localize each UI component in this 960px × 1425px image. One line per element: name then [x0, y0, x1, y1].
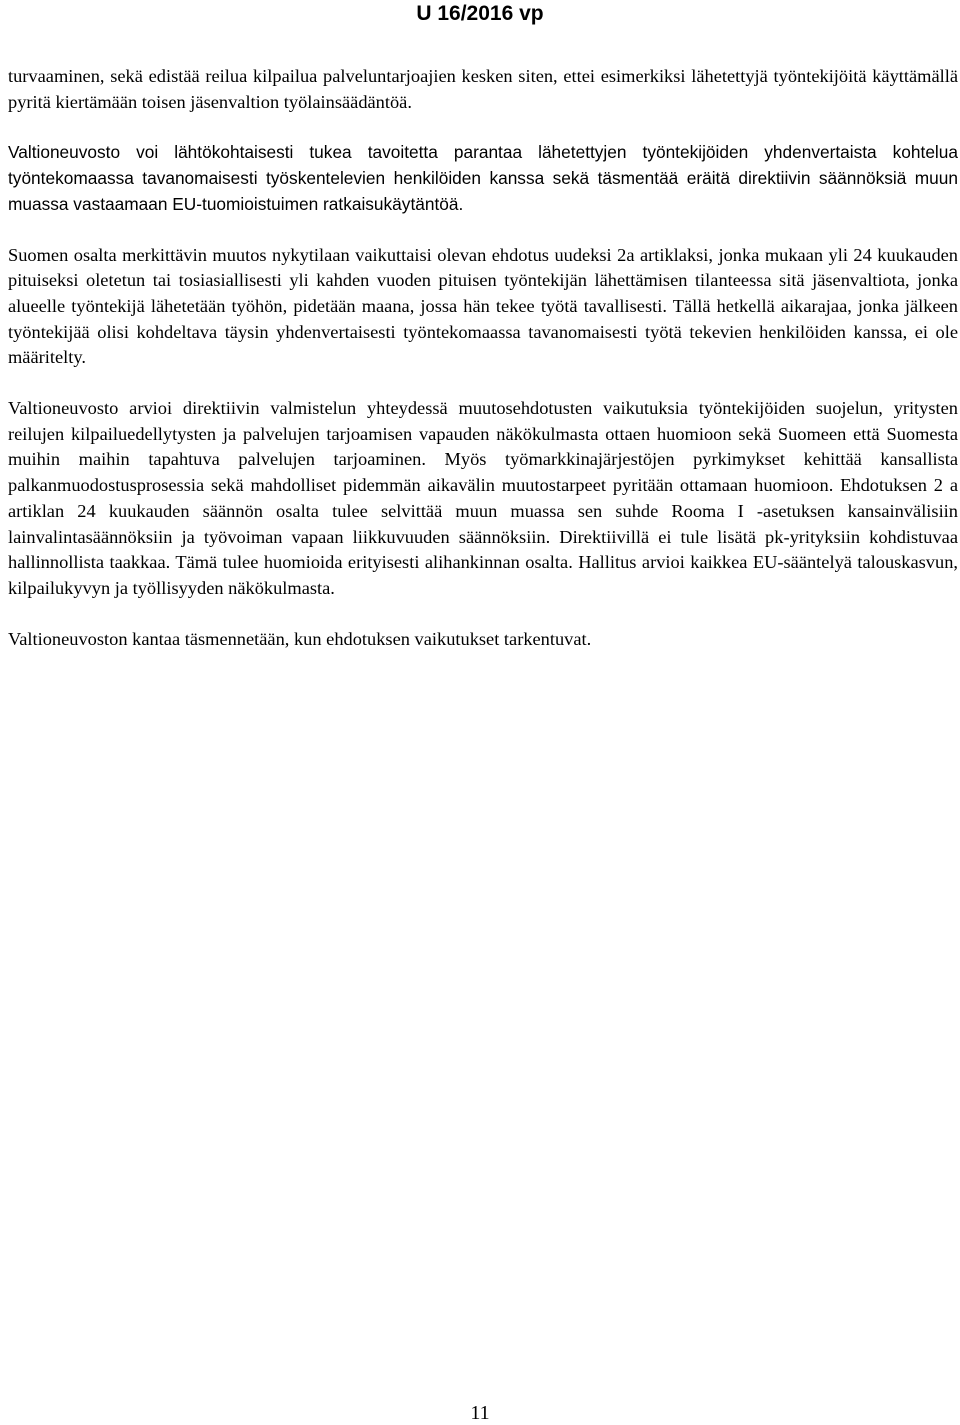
document-body — [8, 64, 958, 677]
paragraph-government-support — [8, 140, 958, 217]
paragraph-text: Valtioneuvoston kantaa täsmennetään, kun ehdotuksen vaikutukset tarkentuvat. — [8, 628, 592, 649]
document-title: U 16/2016 vp — [416, 2, 544, 25]
paragraph-continuation — [8, 64, 958, 115]
paragraph-text: Valtioneuvosto arvioi direktiivin valmistelun yhteydessä muutosehdotusten vaikutuksia työntekijöiden suojelun, yritysten reilujen kilpailuedellytysten ja palvelujen tarjoamisen vapauden näkökulmasta ottaen huomioon sekä Suomeen että Suomesta muihin maihin tapahtuva palvelujen tarjoaminen. Myös työmarkkinajärjestöjen pyrkimykset kehittää kansallista palkanmuodostusprosessia sekä mahdolliset pidemmän aikavälin muutostarpeet pyritään ottamaan huomioon. Ehdotuksen 2 a artiklan 24 kuukauden säännön osalta tulee selvittää muun muassa sen suhde Rooma I -asetuksen kansainvälisiin lainvalintasäännöksiin ja työvoiman vapaan liikkuvuuden säännöksiin. Direktiivillä ei tule lisätä pk-yrityksiin kohdistuvaa hallinnollista taakkaa. Tämä tulee huomioida erityisesti alihankinnan osalta. Hallitus arvioi kaikkea EU-sääntelyä talouskasvun, kilpailukyvyn ja työllisyyden näkökulmasta. — [8, 398, 958, 598]
paragraph-finland-change — [8, 243, 958, 372]
paragraph-government-assessment — [8, 396, 958, 602]
paragraph-position-refinement — [8, 627, 958, 653]
paragraph-text: Suomen osalta merkittävin muutos nykytilaan vaikuttaisi olevan ehdotus uudeksi 2a artiklaksi, jonka mukaan yli 24 kuukauden pituiseksi oletetun tai tosiasiallisesti yli kahden vuoden pituisen työntekijän lähettämisen tilanteessa sitä jäsenvaltiota, jonka alueelle työntekijä lähetetään työhön, pidetään maana, jossa hän tekee työtä tavallisesti. Tällä hetkellä aikarajaa, jonka jälkeen työntekijää olisi kohdeltava täysin yhdenvertaisesti työntekomaassa tavanomaisesti työtä tekevien henkilöiden kanssa, ei ole määritelty. — [8, 244, 958, 368]
page-number — [0, 1402, 960, 1424]
paragraph-text: turvaaminen, sekä edistää reilua kilpailua palveluntarjoajien kesken siten, ettei esimerkiksi lähetettyjä työntekijöitä käyttämällä pyritä kiertämään toisen jäsenvaltion työlainsäädäntöä. — [8, 66, 958, 112]
page-number-text: 11 — [470, 1402, 490, 1424]
paragraph-text: Valtioneuvosto voi lähtökohtaisesti tukea tavoitetta parantaa lähetettyjen työntekijöiden yhdenvertaista kohtelua työntekomaassa tavanomaisesti työskentelevien henkilöiden kanssa sekä täsmentää eräitä direktiivin säännöksiä muun muassa vastaamaan EU-tuomioistuimen ratkaisukäytäntöä. — [8, 142, 958, 214]
document-header — [0, 2, 960, 26]
